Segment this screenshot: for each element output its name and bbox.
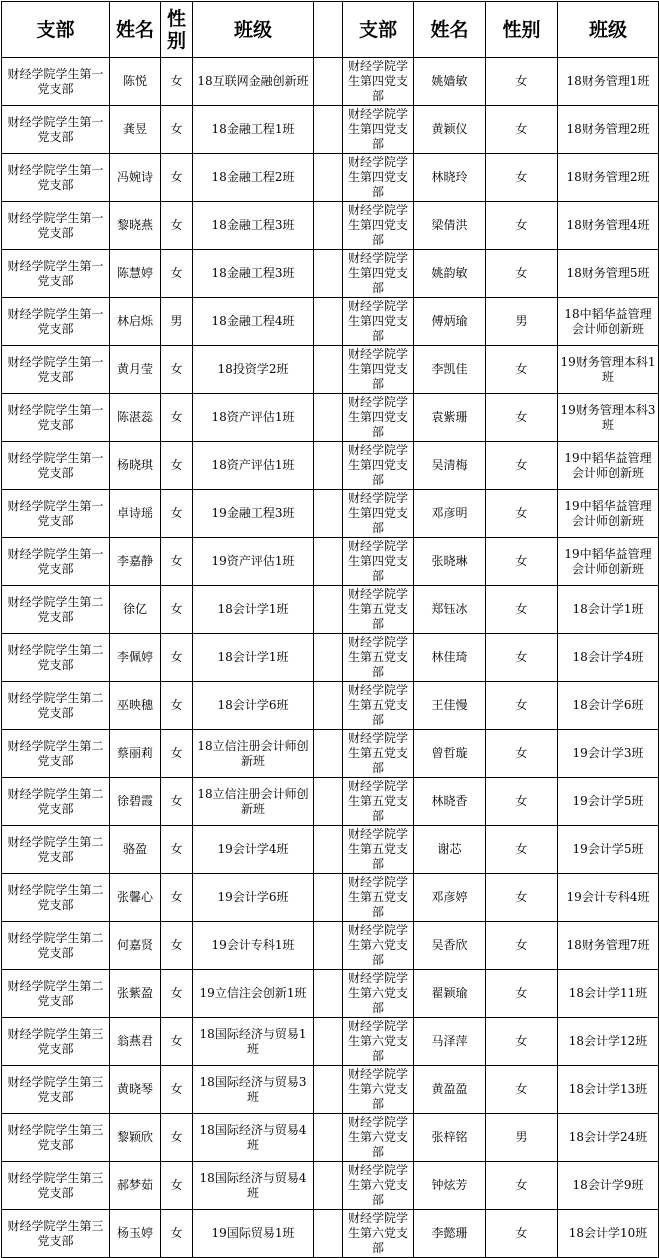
cell-name: 黄晓琴 [110, 1066, 161, 1114]
cell-name: 林晓香 [414, 778, 486, 826]
cell-gender: 女 [486, 538, 558, 586]
cell-name: 张馨心 [110, 874, 161, 922]
column-gap [314, 1210, 343, 1258]
cell-name: 袁紫珊 [414, 394, 486, 442]
table-row [2, 586, 659, 634]
cell-name: 钟炫芳 [414, 1162, 486, 1210]
cell-branch: 财经学院学生第三党支部 [2, 1210, 110, 1258]
cell-branch: 财经学院学生第四党支部 [343, 394, 414, 442]
cell-branch: 财经学院学生第五党支部 [343, 874, 414, 922]
column-gap [314, 682, 343, 730]
table-row [2, 298, 659, 346]
cell-class: 18财务管理7班 [558, 922, 659, 970]
column-gap [314, 1066, 343, 1114]
table-header-row [2, 2, 659, 58]
cell-name: 谢芯 [414, 826, 486, 874]
cell-gender: 女 [486, 442, 558, 490]
column-gap [314, 2, 343, 58]
cell-class: 18互联网金融创新班 [193, 58, 314, 106]
cell-name: 卓诗瑶 [110, 490, 161, 538]
cell-name: 翟颖瑜 [414, 970, 486, 1018]
header-branch: 支部 [2, 2, 110, 58]
cell-class: 18会计学12班 [558, 1018, 659, 1066]
cell-gender: 女 [161, 394, 193, 442]
cell-class: 19金融工程3班 [193, 490, 314, 538]
cell-gender: 女 [486, 346, 558, 394]
cell-gender: 女 [161, 1114, 193, 1162]
column-gap [314, 970, 343, 1018]
cell-class: 18财务管理2班 [558, 154, 659, 202]
cell-gender: 男 [486, 298, 558, 346]
cell-class: 19会计学6班 [193, 874, 314, 922]
cell-branch: 财经学院学生第一党支部 [2, 538, 110, 586]
cell-class: 18金融工程2班 [193, 154, 314, 202]
cell-gender: 女 [486, 1018, 558, 1066]
cell-gender: 女 [486, 394, 558, 442]
cell-gender: 女 [161, 202, 193, 250]
cell-branch: 财经学院学生第四党支部 [343, 58, 414, 106]
header-class: 班级 [558, 2, 659, 58]
cell-branch: 财经学院学生第一党支部 [2, 394, 110, 442]
table-row [2, 202, 659, 250]
column-gap [314, 490, 343, 538]
cell-class: 19财务管理本科1班 [558, 346, 659, 394]
cell-branch: 财经学院学生第五党支部 [343, 730, 414, 778]
cell-class: 18国际经济与贸易4班 [193, 1114, 314, 1162]
table-row [2, 490, 659, 538]
cell-class: 18会计学10班 [558, 1210, 659, 1258]
header-gender: 性别 [486, 2, 558, 58]
cell-branch: 财经学院学生第一党支部 [2, 58, 110, 106]
cell-branch: 财经学院学生第二党支部 [2, 922, 110, 970]
cell-gender: 男 [161, 298, 193, 346]
column-gap [314, 154, 343, 202]
column-gap [314, 346, 343, 394]
cell-gender: 女 [161, 58, 193, 106]
cell-class: 18会计学11班 [558, 970, 659, 1018]
cell-gender: 女 [486, 586, 558, 634]
cell-gender: 女 [161, 634, 193, 682]
cell-class: 19会计学4班 [193, 826, 314, 874]
cell-branch: 财经学院学生第二党支部 [2, 826, 110, 874]
cell-gender: 女 [161, 154, 193, 202]
cell-class: 19国际贸易1班 [193, 1210, 314, 1258]
cell-gender: 男 [486, 1114, 558, 1162]
cell-gender: 女 [486, 682, 558, 730]
column-gap [314, 538, 343, 586]
table-row [2, 250, 659, 298]
cell-name: 张晓琳 [414, 538, 486, 586]
cell-branch: 财经学院学生第一党支部 [2, 202, 110, 250]
cell-gender: 女 [486, 154, 558, 202]
header-name: 姓名 [110, 2, 161, 58]
table-row [2, 778, 659, 826]
cell-branch: 财经学院学生第一党支部 [2, 442, 110, 490]
cell-gender: 女 [161, 346, 193, 394]
cell-branch: 财经学院学生第二党支部 [2, 634, 110, 682]
table-row [2, 1114, 659, 1162]
cell-branch: 财经学院学生第四党支部 [343, 490, 414, 538]
cell-name: 翁燕君 [110, 1018, 161, 1066]
column-gap [314, 1018, 343, 1066]
member-roster-table [1, 1, 659, 1258]
cell-branch: 财经学院学生第二党支部 [2, 778, 110, 826]
cell-name: 龚昱 [110, 106, 161, 154]
cell-class: 18资产评估1班 [193, 394, 314, 442]
column-gap [314, 202, 343, 250]
cell-gender: 女 [161, 970, 193, 1018]
cell-class: 19中韬华益管理会计师创新班 [558, 442, 659, 490]
cell-name: 吴香欣 [414, 922, 486, 970]
cell-gender: 女 [161, 586, 193, 634]
cell-name: 王佳慢 [414, 682, 486, 730]
cell-gender: 女 [161, 1210, 193, 1258]
cell-name: 李佩婷 [110, 634, 161, 682]
cell-class: 18资产评估1班 [193, 442, 314, 490]
cell-name: 黎晓燕 [110, 202, 161, 250]
cell-name: 吴清梅 [414, 442, 486, 490]
cell-gender: 女 [486, 1162, 558, 1210]
cell-branch: 财经学院学生第三党支部 [2, 1114, 110, 1162]
cell-gender: 女 [486, 202, 558, 250]
cell-branch: 财经学院学生第四党支部 [343, 250, 414, 298]
cell-name: 邓彦婷 [414, 874, 486, 922]
cell-branch: 财经学院学生第四党支部 [343, 538, 414, 586]
cell-gender: 女 [161, 442, 193, 490]
cell-gender: 女 [161, 922, 193, 970]
cell-class: 18财务管理1班 [558, 58, 659, 106]
cell-branch: 财经学院学生第四党支部 [343, 442, 414, 490]
cell-name: 邓彦明 [414, 490, 486, 538]
table-row [2, 394, 659, 442]
cell-gender: 女 [486, 826, 558, 874]
cell-name: 杨晓琪 [110, 442, 161, 490]
table-row [2, 730, 659, 778]
table-row [2, 970, 659, 1018]
cell-class: 18财务管理2班 [558, 106, 659, 154]
cell-name: 骆盈 [110, 826, 161, 874]
table-row [2, 154, 659, 202]
cell-gender: 女 [161, 874, 193, 922]
cell-branch: 财经学院学生第五党支部 [343, 586, 414, 634]
cell-class: 19资产评估1班 [193, 538, 314, 586]
column-gap [314, 634, 343, 682]
header-gender: 性别 [161, 2, 193, 58]
cell-class: 18金融工程3班 [193, 250, 314, 298]
cell-branch: 财经学院学生第五党支部 [343, 778, 414, 826]
cell-class: 18国际经济与贸易1班 [193, 1018, 314, 1066]
cell-gender: 女 [161, 1018, 193, 1066]
cell-gender: 女 [486, 922, 558, 970]
cell-gender: 女 [161, 1066, 193, 1114]
cell-branch: 财经学院学生第一党支部 [2, 154, 110, 202]
cell-class: 18立信注册会计师创新班 [193, 730, 314, 778]
column-gap [314, 826, 343, 874]
cell-gender: 女 [161, 1162, 193, 1210]
table-row [2, 922, 659, 970]
cell-class: 19会计学3班 [558, 730, 659, 778]
cell-gender: 女 [161, 106, 193, 154]
cell-class: 18会计学1班 [558, 586, 659, 634]
cell-branch: 财经学院学生第六党支部 [343, 1162, 414, 1210]
cell-branch: 财经学院学生第六党支部 [343, 1114, 414, 1162]
cell-class: 19立信注会创新1班 [193, 970, 314, 1018]
cell-class: 18国际经济与贸易3班 [193, 1066, 314, 1114]
cell-branch: 财经学院学生第三党支部 [2, 1066, 110, 1114]
column-gap [314, 298, 343, 346]
cell-class: 18会计学24班 [558, 1114, 659, 1162]
cell-branch: 财经学院学生第三党支部 [2, 1018, 110, 1066]
cell-branch: 财经学院学生第一党支部 [2, 250, 110, 298]
cell-name: 巫映穗 [110, 682, 161, 730]
cell-class: 19中韬华益管理会计师创新班 [558, 490, 659, 538]
cell-gender: 女 [161, 778, 193, 826]
cell-class: 18会计学6班 [558, 682, 659, 730]
header-branch: 支部 [343, 2, 414, 58]
cell-branch: 财经学院学生第四党支部 [343, 106, 414, 154]
cell-class: 19中韬华益管理会计师创新班 [558, 538, 659, 586]
cell-class: 19财务管理本科3班 [558, 394, 659, 442]
cell-class: 19会计专科4班 [558, 874, 659, 922]
cell-gender: 女 [486, 250, 558, 298]
cell-name: 李懿珊 [414, 1210, 486, 1258]
table-row [2, 1018, 659, 1066]
cell-gender: 女 [486, 970, 558, 1018]
cell-class: 18立信注册会计师创新班 [193, 778, 314, 826]
cell-name: 张梓铭 [414, 1114, 486, 1162]
cell-name: 徐亿 [110, 586, 161, 634]
cell-name: 何嘉贤 [110, 922, 161, 970]
cell-name: 陈慧婷 [110, 250, 161, 298]
column-gap [314, 106, 343, 154]
cell-branch: 财经学院学生第六党支部 [343, 922, 414, 970]
cell-class: 19会计专科1班 [193, 922, 314, 970]
table-row [2, 442, 659, 490]
cell-gender: 女 [486, 1066, 558, 1114]
column-gap [314, 730, 343, 778]
cell-gender: 女 [161, 250, 193, 298]
cell-gender: 女 [161, 730, 193, 778]
cell-name: 蔡丽莉 [110, 730, 161, 778]
cell-branch: 财经学院学生第四党支部 [343, 202, 414, 250]
cell-class: 18会计学6班 [193, 682, 314, 730]
cell-name: 杨玉婷 [110, 1210, 161, 1258]
cell-gender: 女 [486, 1210, 558, 1258]
cell-branch: 财经学院学生第六党支部 [343, 1018, 414, 1066]
column-gap [314, 1162, 343, 1210]
cell-gender: 女 [161, 682, 193, 730]
column-gap [314, 1114, 343, 1162]
cell-name: 林佳琦 [414, 634, 486, 682]
cell-name: 黄颖仪 [414, 106, 486, 154]
cell-class: 18财务管理5班 [558, 250, 659, 298]
cell-branch: 财经学院学生第六党支部 [343, 1210, 414, 1258]
cell-class: 19会计学5班 [558, 778, 659, 826]
column-gap [314, 58, 343, 106]
cell-branch: 财经学院学生第一党支部 [2, 298, 110, 346]
cell-gender: 女 [486, 58, 558, 106]
cell-name: 马泽萍 [414, 1018, 486, 1066]
cell-name: 黄盈盈 [414, 1066, 486, 1114]
cell-name: 梁倩洪 [414, 202, 486, 250]
cell-name: 陈悦 [110, 58, 161, 106]
cell-gender: 女 [161, 538, 193, 586]
table-row [2, 1066, 659, 1114]
cell-branch: 财经学院学生第二党支部 [2, 682, 110, 730]
cell-name: 黎颖欣 [110, 1114, 161, 1162]
cell-name: 陈湛蕊 [110, 394, 161, 442]
cell-branch: 财经学院学生第五党支部 [343, 682, 414, 730]
table-row [2, 346, 659, 394]
cell-name: 徐碧霞 [110, 778, 161, 826]
cell-branch: 财经学院学生第一党支部 [2, 490, 110, 538]
table-row [2, 682, 659, 730]
table-row [2, 538, 659, 586]
cell-name: 李嘉静 [110, 538, 161, 586]
cell-branch: 财经学院学生第四党支部 [343, 346, 414, 394]
cell-class: 18会计学1班 [193, 634, 314, 682]
cell-gender: 女 [486, 874, 558, 922]
cell-branch: 财经学院学生第六党支部 [343, 1066, 414, 1114]
cell-class: 18国际经济与贸易4班 [193, 1162, 314, 1210]
cell-branch: 财经学院学生第四党支部 [343, 154, 414, 202]
column-gap [314, 394, 343, 442]
column-gap [314, 874, 343, 922]
cell-branch: 财经学院学生第一党支部 [2, 106, 110, 154]
cell-class: 18财务管理4班 [558, 202, 659, 250]
header-class: 班级 [193, 2, 314, 58]
cell-name: 姚韵敏 [414, 250, 486, 298]
cell-branch: 财经学院学生第二党支部 [2, 874, 110, 922]
table-row [2, 1162, 659, 1210]
cell-branch: 财经学院学生第二党支部 [2, 586, 110, 634]
cell-class: 18会计学13班 [558, 1066, 659, 1114]
cell-class: 18中韬华益管理会计师创新班 [558, 298, 659, 346]
cell-branch: 财经学院学生第五党支部 [343, 634, 414, 682]
cell-branch: 财经学院学生第三党支部 [2, 1162, 110, 1210]
column-gap [314, 778, 343, 826]
cell-class: 18投资学2班 [193, 346, 314, 394]
cell-gender: 女 [486, 634, 558, 682]
cell-name: 曾哲璇 [414, 730, 486, 778]
cell-name: 姚嫱敏 [414, 58, 486, 106]
cell-class: 18金融工程4班 [193, 298, 314, 346]
table-row [2, 826, 659, 874]
column-gap [314, 922, 343, 970]
cell-class: 18金融工程3班 [193, 202, 314, 250]
cell-gender: 女 [486, 778, 558, 826]
cell-class: 18会计学4班 [558, 634, 659, 682]
cell-class: 18金融工程1班 [193, 106, 314, 154]
column-gap [314, 586, 343, 634]
cell-name: 郝梦茹 [110, 1162, 161, 1210]
cell-gender: 女 [161, 490, 193, 538]
table-body [2, 58, 659, 1258]
cell-gender: 女 [161, 826, 193, 874]
cell-class: 19会计学5班 [558, 826, 659, 874]
cell-name: 郑钰冰 [414, 586, 486, 634]
cell-name: 黄月莹 [110, 346, 161, 394]
cell-name: 林晓玲 [414, 154, 486, 202]
cell-branch: 财经学院学生第四党支部 [343, 298, 414, 346]
table-row [2, 874, 659, 922]
cell-branch: 财经学院学生第二党支部 [2, 970, 110, 1018]
table-row [2, 1210, 659, 1258]
cell-name: 张紫盈 [110, 970, 161, 1018]
cell-branch: 财经学院学生第二党支部 [2, 730, 110, 778]
column-gap [314, 442, 343, 490]
column-gap [314, 250, 343, 298]
cell-name: 冯婉诗 [110, 154, 161, 202]
cell-gender: 女 [486, 730, 558, 778]
cell-gender: 女 [486, 106, 558, 154]
table-row [2, 106, 659, 154]
cell-branch: 财经学院学生第五党支部 [343, 826, 414, 874]
cell-gender: 女 [486, 490, 558, 538]
table-row [2, 634, 659, 682]
table-row [2, 58, 659, 106]
header-name: 姓名 [414, 2, 486, 58]
cell-branch: 财经学院学生第六党支部 [343, 970, 414, 1018]
cell-branch: 财经学院学生第一党支部 [2, 346, 110, 394]
cell-name: 李凯佳 [414, 346, 486, 394]
cell-class: 18会计学1班 [193, 586, 314, 634]
cell-name: 傅炳瑜 [414, 298, 486, 346]
cell-class: 18会计学9班 [558, 1162, 659, 1210]
cell-name: 林启烁 [110, 298, 161, 346]
